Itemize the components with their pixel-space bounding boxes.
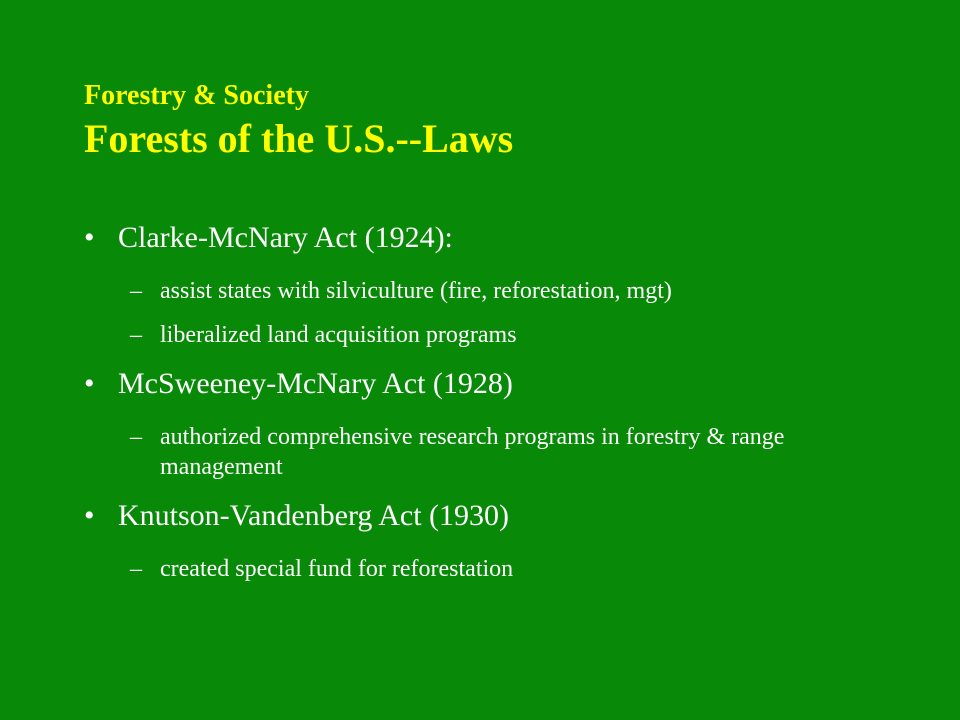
slide-title: Forests of the U.S.--Laws — [84, 116, 514, 161]
sub-item-text: created special fund for reforestation — [160, 556, 514, 582]
sub-item-text: authorized comprehensive research programs in forestry & range management — [160, 424, 785, 480]
slide-subtitle: Forestry & Society — [84, 80, 309, 111]
sub-list — [84, 554, 904, 584]
sub-item-text: assist states with silviculture (fire, reforestation, mgt) — [160, 278, 672, 304]
sub-item — [84, 276, 904, 306]
sub-list — [84, 422, 904, 482]
sub-item-text: liberalized land acquisition programs — [160, 322, 517, 348]
dash-icon: – — [130, 322, 142, 348]
dash-icon: – — [130, 556, 142, 582]
dash-icon: – — [130, 278, 142, 304]
bullet-list — [84, 218, 904, 598]
bullet-dot-icon: • — [84, 221, 95, 254]
dash-icon: – — [130, 424, 142, 450]
bullet-text: Knutson-Vandenberg Act (1930) — [118, 499, 510, 532]
bullet-item-clarke-mcnary — [84, 218, 904, 258]
bullet-dot-icon: • — [84, 367, 95, 400]
sub-list — [84, 276, 904, 350]
bullet-text: Clarke-McNary Act (1924): — [118, 221, 453, 254]
bullet-item-mcsweeney-mcnary — [84, 364, 904, 404]
title-block — [84, 78, 513, 164]
bullet-dot-icon: • — [84, 499, 95, 532]
bullet-text: McSweeney-McNary Act (1928) — [118, 367, 513, 400]
sub-item — [84, 422, 904, 482]
bullet-item-knutson-vandenberg — [84, 496, 904, 536]
sub-item — [84, 554, 904, 584]
sub-item — [84, 320, 904, 350]
